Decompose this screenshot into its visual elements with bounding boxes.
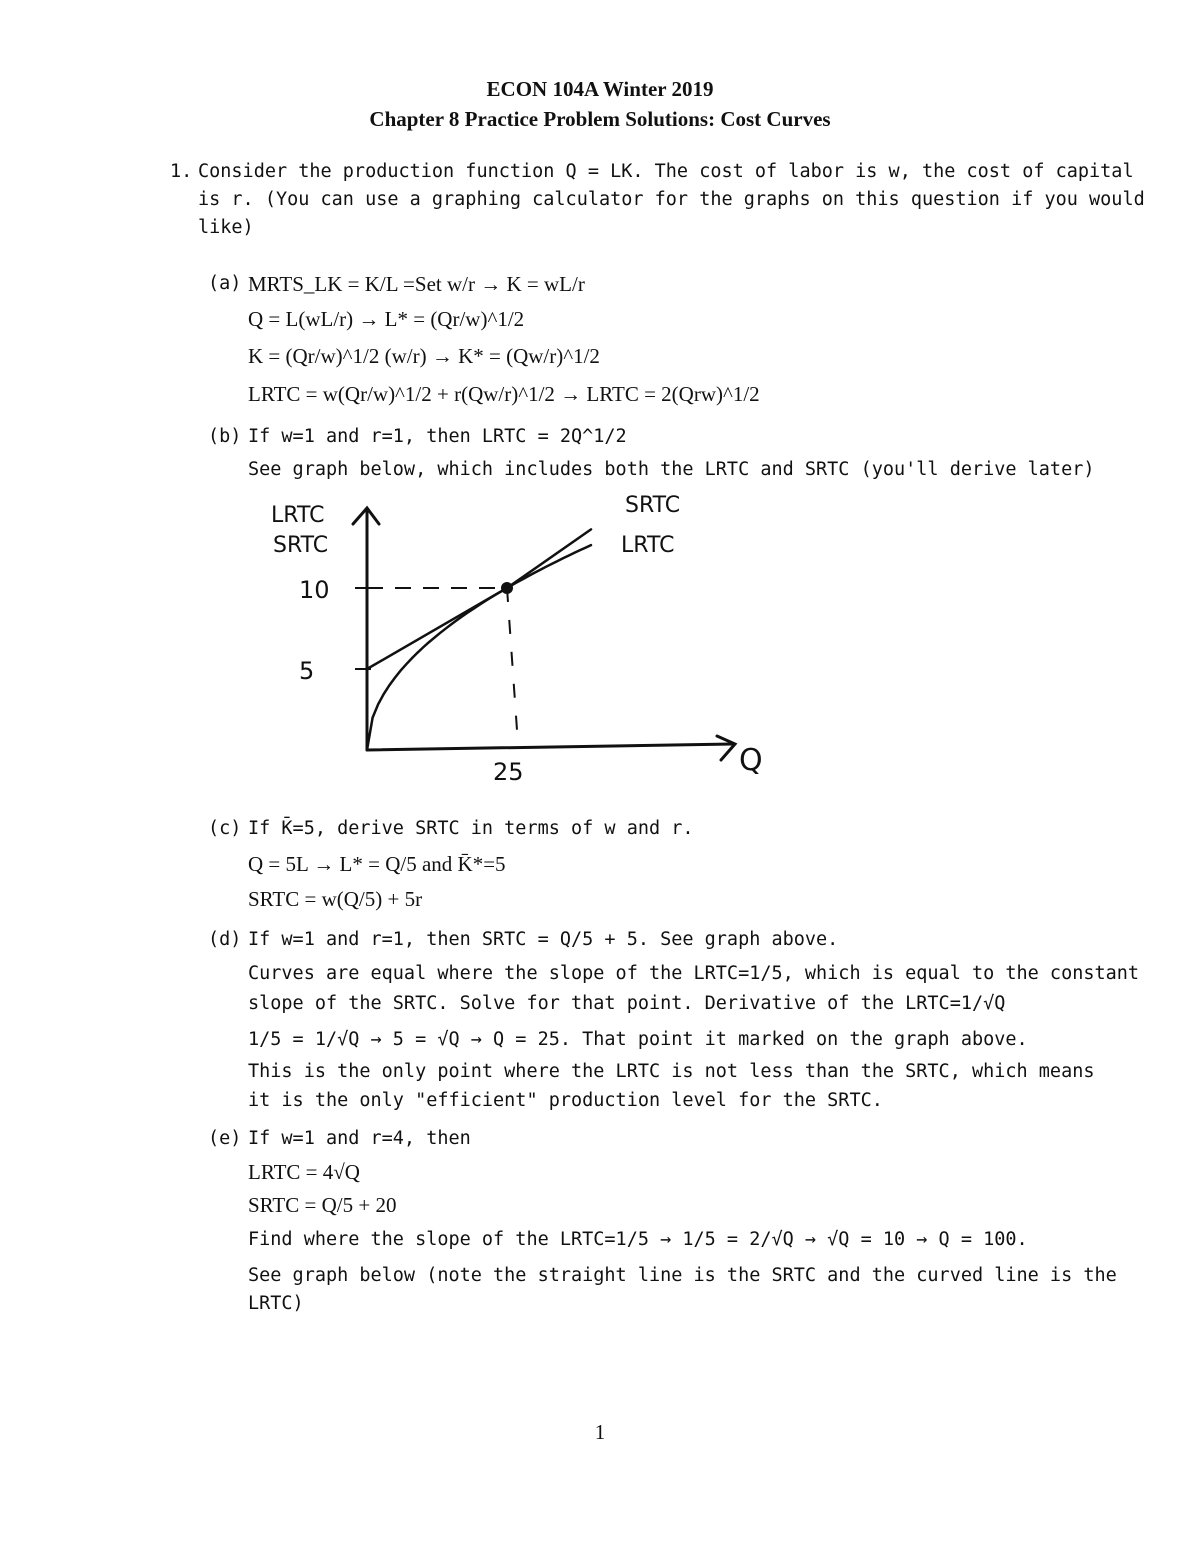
part-a-eq-1: MRTS_LK = K/L =Set w/r → K = wL/r (248, 272, 585, 296)
part-d-line-2: Curves are equal where the slope of the LRTC=1/5, which is equal to the constant (248, 963, 1140, 984)
part-d-line-5: This is the only point where the LRTC is not less than the SRTC, which means (248, 1061, 1095, 1082)
x-axis-label-q: Q (739, 743, 763, 778)
part-a-eq-4: LRTC = w(Qr/w)^1/2 + r(Qw/r)^1/2 → LRTC = 2(Qrw)^1/2 (248, 382, 760, 406)
part-d-line-1: If w=1 and r=1, then SRTC = Q/5 + 5. See graph above. (248, 929, 839, 950)
vertical-dashed-guide (507, 588, 517, 730)
problem-text-line-2: is r. (You can use a graphing calculator for the graphs on this question if you would (198, 189, 1145, 210)
y-axis-label-lrtc: LRTC (271, 503, 325, 528)
part-e-line-3: SRTC = Q/5 + 20 (248, 1193, 397, 1217)
problem-number: 1. (170, 161, 193, 182)
part-e-line-6: LRTC) (248, 1293, 304, 1314)
x-axis-arrow (717, 736, 735, 760)
page-number: 1 (594, 1420, 606, 1444)
part-a-eq-2: Q = L(wL/r) → L* = (Qr/w)^1/2 (248, 307, 525, 331)
part-c-label: (c) (208, 818, 242, 839)
part-e-line-4: Find where the slope of the LRTC=1/5 → 1/5 = 2/√Q → √Q = 10 → Q = 100. (248, 1229, 1028, 1250)
document-header (0, 74, 1200, 134)
part-e-label: (e) (208, 1128, 242, 1149)
cost-curves-graph (255, 488, 795, 788)
part-d-label: (d) (208, 929, 242, 950)
part-e-line-2: LRTC = 4√Q (248, 1160, 360, 1184)
part-e-line-5: See graph below (note the straight line is the SRTC and the curved line is the (248, 1265, 1117, 1286)
lrtc-curve (367, 545, 591, 750)
part-b-line-2: See graph below, which includes both the LRTC and SRTC (you'll derive later) (248, 459, 1095, 480)
y-axis-label-srtc: SRTC (273, 533, 329, 558)
y-tick-label: 10 (299, 576, 330, 604)
part-d-line-3: slope of the SRTC. Solve for that point. Derivative of the LRTC=1/√Q (248, 993, 1006, 1014)
part-d-line-4: 1/5 = 1/√Q → 5 = √Q → Q = 25. That point it marked on the graph above. (248, 1029, 1028, 1050)
x-axis (367, 744, 733, 750)
problem-text-line-3: like) (198, 217, 254, 238)
part-a-label: (a) (208, 273, 242, 294)
part-e-line-1: If w=1 and r=4, then (248, 1128, 471, 1149)
part-a-eq-3: K = (Qr/w)^1/2 (w/r) → K* = (Qw/r)^1/2 (248, 344, 600, 368)
srtc-series-label: SRTC (625, 493, 681, 518)
problem-text-line-1: Consider the production function Q = LK. The cost of labor is w, the cost of capital (198, 161, 1134, 182)
chapter-title: Chapter 8 Practice Problem Solutions: Cost Curves (369, 107, 831, 131)
y-tick-label: 5 (299, 657, 315, 685)
part-d-line-6: it is the only "efficient" production level for the SRTC. (248, 1090, 883, 1111)
tangent-point (501, 582, 513, 594)
part-c-line-2: Q = 5L → L* = Q/5 and K̄*=5 (248, 852, 506, 876)
x-tick-label: 25 (493, 758, 524, 786)
lrtc-series-label: LRTC (621, 533, 675, 558)
part-c-line-1: If K̄=5, derive SRTC in terms of w and r. (248, 818, 694, 839)
srtc-line (367, 529, 591, 669)
part-b-label: (b) (208, 426, 242, 447)
course-title: ECON 104A Winter 2019 (486, 77, 714, 101)
part-b-line-1: If w=1 and r=1, then LRTC = 2Q^1/2 (248, 426, 627, 447)
part-c-line-3: SRTC = w(Q/5) + 5r (248, 887, 423, 911)
